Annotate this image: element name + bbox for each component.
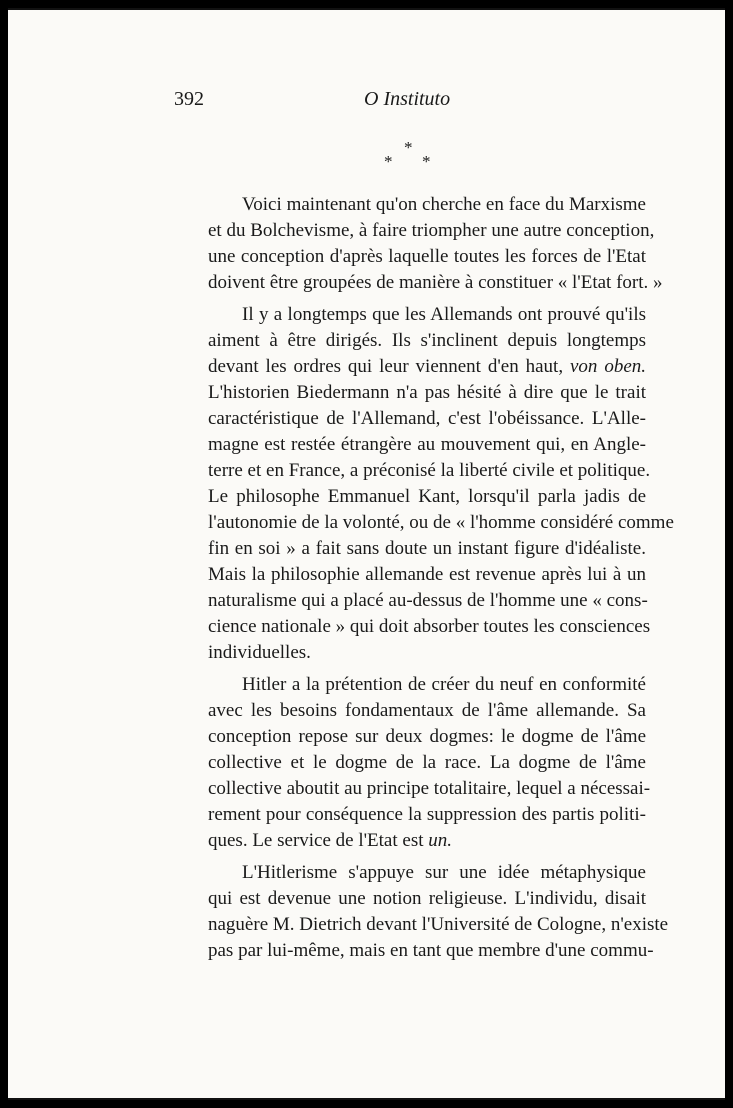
text-line: caractéristique de l'Allemand, c'est l'obéissance. L'Alle- [208, 408, 646, 429]
text-line: rement pour conséquence la suppression des partis politi- [208, 804, 646, 825]
paragraph-4 [174, 860, 669, 964]
running-head [174, 80, 646, 112]
scanned-page [8, 8, 725, 1100]
text-line: L'Hitlerisme s'appuye sur une idée métaphysique [242, 862, 646, 883]
text-line-with-italic [174, 828, 646, 854]
text-line: Hitler a la prétention de créer du neuf en conformité [242, 674, 646, 695]
bottom-edge [8, 1098, 725, 1100]
section-asterism [174, 138, 646, 186]
paragraph-2 [174, 302, 674, 666]
body-text [174, 192, 674, 964]
text-line-with-italic [174, 354, 646, 380]
text-fragment: devant les ordres qui leur viennent d'en haut, [208, 356, 564, 377]
text-line: individuelles. [208, 642, 311, 663]
paragraph-3 [174, 672, 651, 854]
text-line: collective et le dogme de la race. La dogme de l'âme [208, 752, 646, 773]
text-line: Le philosophe Emmanuel Kant, lorsqu'il parla jadis de [208, 486, 646, 507]
text-line: fin en soi » a fait sans doute un instant figure d'idéaliste. [208, 538, 646, 559]
text-line: naguère M. Dietrich devant l'Université de Cologne, n'existe [208, 914, 669, 935]
paragraph-1 [174, 192, 663, 296]
asterism-star-top: * [404, 138, 413, 157]
page-number: 392 [174, 88, 204, 110]
text-line: qui est devenue une notion religieuse. L'individu, disait [208, 888, 646, 909]
text-line: cience nationale » qui doit absorber toutes les consciences [208, 616, 651, 637]
page-content [174, 80, 674, 970]
text-line: collective aboutit au principe totalitaire, lequel a nécessai- [208, 778, 651, 799]
text-line: l'autonomie de la volonté, ou de « l'homme considéré comme [208, 512, 674, 533]
text-line: une conception d'après laquelle toutes les forces de l'Etat [208, 246, 646, 267]
text-line: avec les besoins fondamentaux de l'âme allemande. Sa [208, 700, 646, 721]
text-line: Il y a longtemps que les Allemands ont prouvé qu'ils [242, 304, 646, 325]
text-line: pas par lui-même, mais en tant que membre d'une commu- [208, 940, 654, 961]
italic-phrase: von oben. [569, 356, 646, 377]
text-line: conception repose sur deux dogmes: le dogme de l'âme [208, 726, 646, 747]
journal-title: O Instituto [364, 88, 451, 110]
asterism-star-right: * [422, 152, 431, 171]
italic-word: un. [428, 830, 453, 851]
text-line: L'historien Biedermann n'a pas hésité à dire que le trait [208, 382, 646, 403]
text-line: naturalisme qui a placé au-dessus de l'homme une « cons- [208, 590, 648, 611]
text-line: aiment à être dirigés. Ils s'inclinent depuis longtemps [208, 330, 646, 351]
text-line: magne est restée étrangère au mouvement qui, en Angle- [208, 434, 646, 455]
asterism-star-left: * [384, 152, 393, 171]
text-line: Mais la philosophie allemande est revenue après lui à un [208, 564, 646, 585]
top-edge [8, 8, 725, 10]
text-line: terre et en France, a préconisé la liberté civile et politique. [208, 460, 651, 481]
text-line: et du Bolchevisme, à faire triompher une autre conception, [208, 220, 655, 241]
text-line: doivent être groupées de manière à constituer « l'Etat fort. » [208, 272, 663, 293]
text-line: Voici maintenant qu'on cherche en face du Marxisme [242, 194, 646, 215]
text-fragment: ques. Le service de l'Etat est [208, 830, 424, 851]
